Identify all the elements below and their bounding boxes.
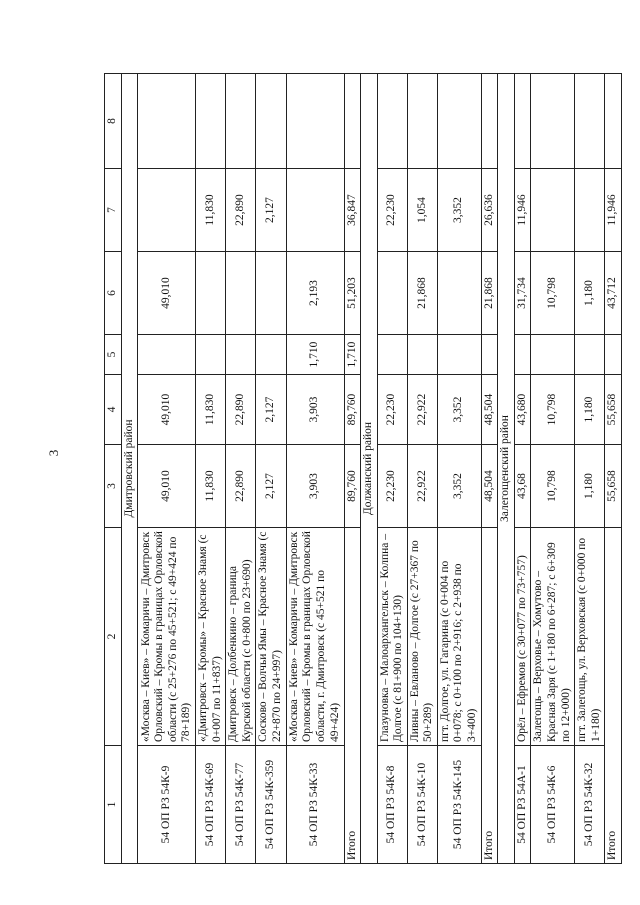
cell-col3: 22,230 <box>377 445 407 528</box>
cell-col4: 3,352 <box>437 375 481 445</box>
road-code: 54 ОП РЗ 54К-77 <box>226 746 256 864</box>
cell-col5 <box>514 335 531 375</box>
section-title-row <box>361 74 378 864</box>
cell-col3: 3,352 <box>437 445 481 528</box>
road-code: 54 ОП РЗ 54К-69 <box>196 746 226 864</box>
cell-col6 <box>196 252 226 335</box>
cell-col3: 22,890 <box>226 445 256 528</box>
cell-col5 <box>437 335 481 375</box>
cell-col3: 11,830 <box>196 445 226 528</box>
road-name: «Дмитровск – Кромы» – Красное Знамя (с 0+007 по 11+837) <box>196 528 226 746</box>
road-code: 54 ОП РЗ 54К-145 <box>437 746 481 864</box>
column-number-row <box>105 74 122 864</box>
cell-col5 <box>256 335 286 375</box>
road-code: 54 ОП РЗ 54К-6 <box>531 746 575 864</box>
table-row <box>377 74 407 864</box>
road-name: Глазуновка – Малоархангельск – Колпна – Долгое (с 81+900 по 104+130) <box>377 528 407 746</box>
road-code: 54 ОП РЗ 54К-359 <box>256 746 286 864</box>
cell-col5 <box>226 335 256 375</box>
cell-col8 <box>531 74 575 169</box>
road-name: «Москва – Киев» – Комаричи – Дмитровск Орловский – Кромы в границах Орловской области (с 25+276 по 45+521; с 49+424 по 78+189) <box>138 528 196 746</box>
cell-col4: 10,798 <box>531 375 575 445</box>
road-name: Залегощь – Верховье – Хомутово – Красная Заря (с 1+180 по 6+287; с 6+309 по 12+000) <box>531 528 575 746</box>
cell-col3: 2,127 <box>256 445 286 528</box>
road-code: 54 ОП РЗ 54К-32 <box>575 746 605 864</box>
cell-col4: 22,230 <box>377 375 407 445</box>
road-name: пгт. Долгое, ул. Гагарина (с 0+004 по 0+078; с 0+100 по 2+916; с 2+938 по 3+400) <box>437 528 481 746</box>
column-header: 5 <box>105 335 122 375</box>
cell-col6: 10,798 <box>531 252 575 335</box>
section-title-row <box>121 74 138 864</box>
table-row <box>437 74 481 864</box>
cell-col4: 11,830 <box>196 375 226 445</box>
cell-col3: 22,922 <box>407 445 437 528</box>
total-col5: 1,710 <box>344 335 361 375</box>
cell-col3: 49,010 <box>138 445 196 528</box>
column-header: 1 <box>105 746 122 864</box>
total-col5 <box>481 335 498 375</box>
total-row <box>481 74 498 864</box>
section-title: Дмитровский район <box>121 74 138 864</box>
cell-col3: 43,68 <box>514 445 531 528</box>
table-row <box>138 74 196 864</box>
cell-col5 <box>407 335 437 375</box>
cell-col7 <box>575 169 605 252</box>
cell-col7: 22,230 <box>377 169 407 252</box>
total-col4: 48,504 <box>481 375 498 445</box>
column-header: 6 <box>105 252 122 335</box>
cell-col3: 3,903 <box>286 445 344 528</box>
cell-col7: 3,352 <box>437 169 481 252</box>
cell-col8 <box>407 74 437 169</box>
road-register-table <box>104 73 622 864</box>
cell-col4: 22,890 <box>226 375 256 445</box>
cell-col6: 1,180 <box>575 252 605 335</box>
total-col7: 36,847 <box>344 169 361 252</box>
cell-col6 <box>377 252 407 335</box>
column-header: 4 <box>105 375 122 445</box>
table-row <box>256 74 286 864</box>
cell-col7: 11,946 <box>514 169 531 252</box>
total-col6: 51,203 <box>344 252 361 335</box>
total-col6: 21,868 <box>481 252 498 335</box>
road-code: 54 ОП РЗ 54К-10 <box>407 746 437 864</box>
column-header: 3 <box>105 445 122 528</box>
total-col3: 55,658 <box>605 445 622 528</box>
road-name: Дмитровск – Долбенкино – граница Курской области (с 0+800 по 23+690) <box>226 528 256 746</box>
total-col8 <box>605 74 622 169</box>
total-label: Итого <box>605 528 622 864</box>
cell-col5 <box>575 335 605 375</box>
cell-col7: 2,127 <box>256 169 286 252</box>
total-col4: 55,658 <box>605 375 622 445</box>
cell-col6: 21,868 <box>407 252 437 335</box>
page-number: 3 <box>46 449 61 457</box>
total-label: Итого <box>344 528 361 864</box>
column-header: 7 <box>105 169 122 252</box>
table-row <box>226 74 256 864</box>
section-title: Должанский район <box>361 74 378 864</box>
cell-col3: 1,180 <box>575 445 605 528</box>
cell-col6: 31,734 <box>514 252 531 335</box>
total-row <box>605 74 622 864</box>
cell-col4: 49,010 <box>138 375 196 445</box>
column-header: 2 <box>105 528 122 746</box>
total-col7: 26,636 <box>481 169 498 252</box>
total-col7: 11,946 <box>605 169 622 252</box>
cell-col7: 1,054 <box>407 169 437 252</box>
cell-col3: 10,798 <box>531 445 575 528</box>
cell-col5 <box>138 335 196 375</box>
rotated-table-frame <box>104 74 619 864</box>
cell-col5: 1,710 <box>286 335 344 375</box>
cell-col8 <box>196 74 226 169</box>
table-row <box>531 74 575 864</box>
table-row <box>286 74 344 864</box>
cell-col7 <box>138 169 196 252</box>
total-label: Итого <box>481 528 498 864</box>
road-code: 54 ОП РЗ 54К-9 <box>138 746 196 864</box>
total-col3: 48,504 <box>481 445 498 528</box>
cell-col4: 3,903 <box>286 375 344 445</box>
table-container <box>104 74 619 864</box>
cell-col8 <box>226 74 256 169</box>
total-col4: 89,760 <box>344 375 361 445</box>
cell-col8 <box>514 74 531 169</box>
cell-col8 <box>138 74 196 169</box>
cell-col6 <box>437 252 481 335</box>
total-col6: 43,712 <box>605 252 622 335</box>
cell-col4: 22,922 <box>407 375 437 445</box>
road-code: 54 ОП РЗ 54К-8 <box>377 746 407 864</box>
road-code: 54 ОП РЗ 54А-1 <box>514 746 531 864</box>
cell-col6: 2,193 <box>286 252 344 335</box>
column-header: 8 <box>105 74 122 169</box>
road-name: Орёл – Ефремов (с 30+077 по 73+757) <box>514 528 531 746</box>
road-code: 54 ОП РЗ 54К-33 <box>286 746 344 864</box>
cell-col7 <box>286 169 344 252</box>
section-title: Залегощенский район <box>498 74 515 864</box>
total-col3: 89,760 <box>344 445 361 528</box>
section-title-row <box>498 74 515 864</box>
cell-col7 <box>531 169 575 252</box>
cell-col5 <box>531 335 575 375</box>
cell-col6: 49,010 <box>138 252 196 335</box>
cell-col5 <box>196 335 226 375</box>
road-name: Ливны – Евланово – Долгое (с 27+367 по 50+289) <box>407 528 437 746</box>
total-row <box>344 74 361 864</box>
cell-col8 <box>437 74 481 169</box>
table-row <box>575 74 605 864</box>
cell-col5 <box>377 335 407 375</box>
cell-col8 <box>286 74 344 169</box>
total-col8 <box>481 74 498 169</box>
cell-col6 <box>256 252 286 335</box>
cell-col7: 22,890 <box>226 169 256 252</box>
road-name: Сосково – Волчьи Ямы – Красное Знамя (с 22+870 по 24+997) <box>256 528 286 746</box>
total-col8 <box>344 74 361 169</box>
cell-col8 <box>377 74 407 169</box>
cell-col4: 43,680 <box>514 375 531 445</box>
cell-col4: 2,127 <box>256 375 286 445</box>
table-row <box>196 74 226 864</box>
cell-col8 <box>575 74 605 169</box>
cell-col6 <box>226 252 256 335</box>
total-col5 <box>605 335 622 375</box>
road-name: «Москва – Киев» – Комаричи – Дмитровск Орловский – Кромы в границах Орловской области, г. Дмитровск (с 45+521 по 49+424) <box>286 528 344 746</box>
cell-col4: 1,180 <box>575 375 605 445</box>
road-name: пгт. Залегощь, ул. Верховская (с 0+000 по 1+180) <box>575 528 605 746</box>
cell-col8 <box>256 74 286 169</box>
table-row <box>407 74 437 864</box>
cell-col7: 11,830 <box>196 169 226 252</box>
table-row <box>514 74 531 864</box>
